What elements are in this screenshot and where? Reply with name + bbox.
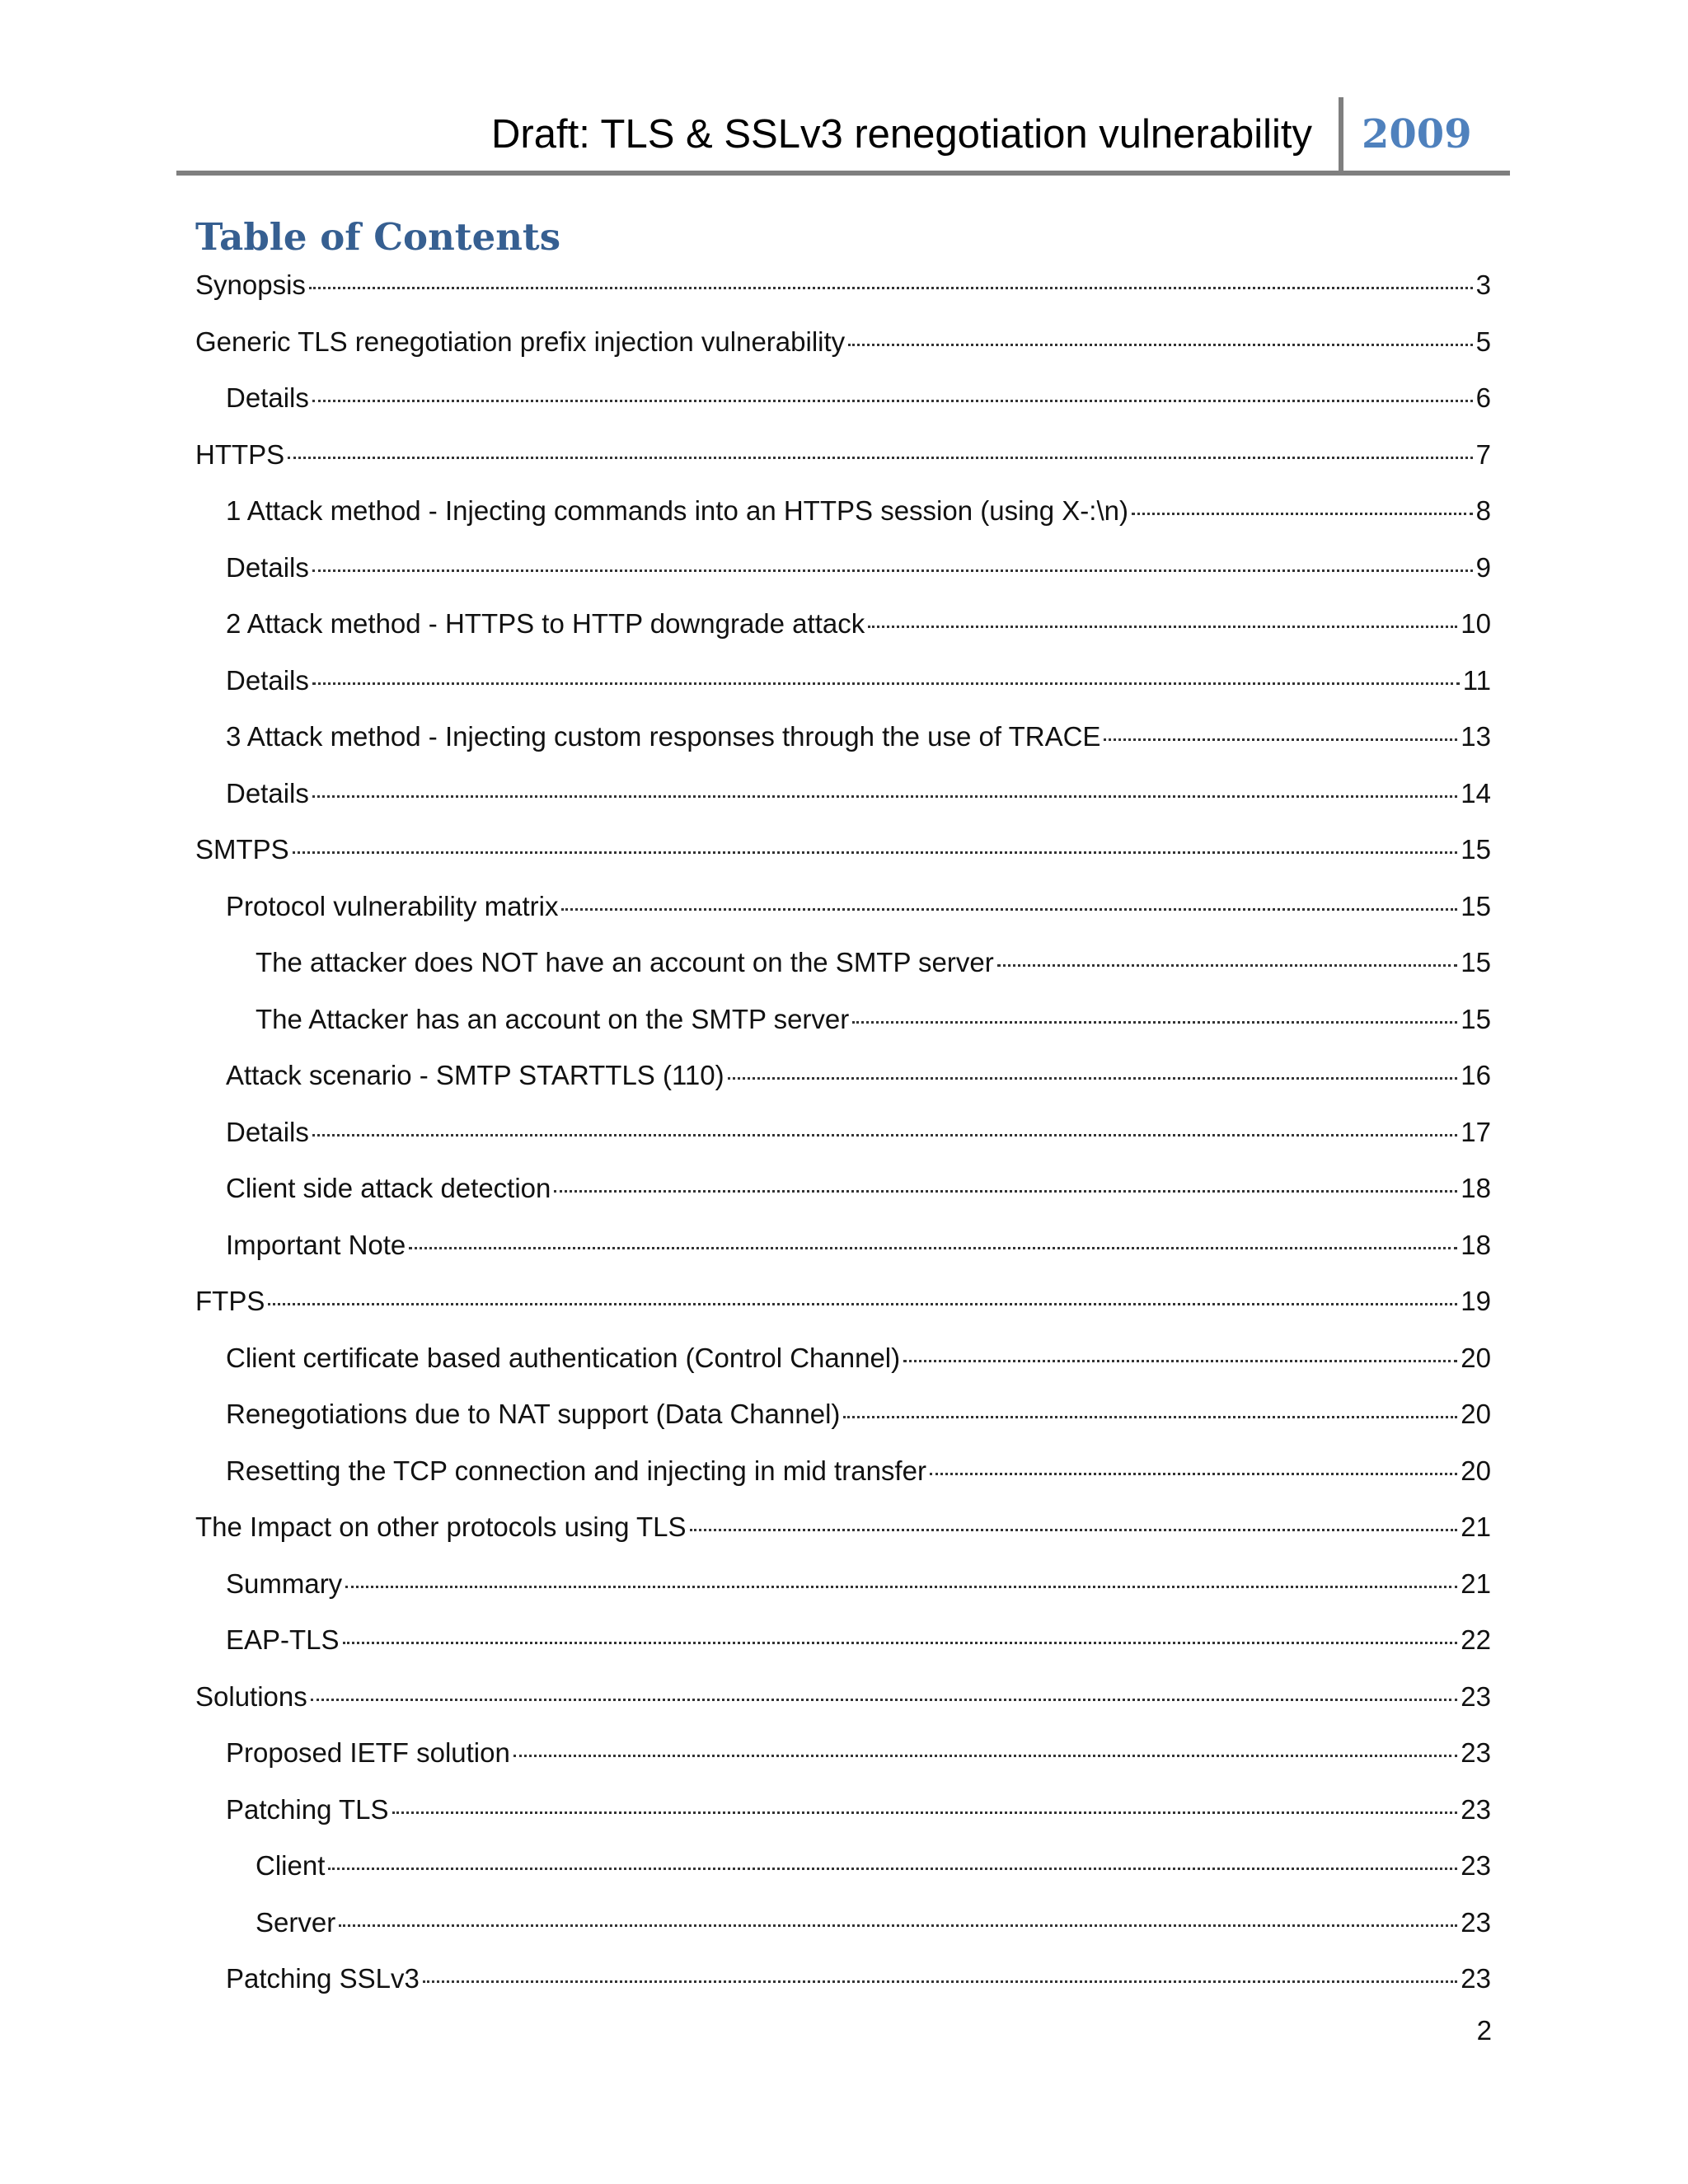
header-title: Draft: TLS & SSLv3 renegotiation vulnerability (491, 112, 1312, 157)
toc-entry-title: Server (256, 1906, 336, 1938)
toc-entry-page: 5 (1475, 326, 1491, 357)
toc-entry[interactable] (195, 1499, 1491, 1556)
toc-entry-page: 16 (1461, 1060, 1491, 1090)
toc-dot-leader (339, 1924, 1457, 1927)
toc-entry-page: 8 (1475, 495, 1491, 526)
toc-dot-leader (268, 1303, 1457, 1305)
toc-entry-title: Patching SSLv3 (226, 1963, 420, 1994)
toc-dot-leader (392, 1811, 1458, 1814)
toc-entry-title: SMTPS (195, 834, 289, 865)
toc-dot-leader (343, 1642, 1458, 1644)
toc-entry-title: Summary (226, 1568, 343, 1599)
toc-entry-title: Important Note (226, 1229, 406, 1260)
toc-entry-page: 15 (1461, 890, 1491, 921)
table-of-contents (195, 257, 1491, 2008)
toc-entry-page: 23 (1461, 1737, 1491, 1768)
toc-entry-title: Proposed IETF solution (226, 1737, 510, 1768)
toc-entry-page: 19 (1461, 1286, 1491, 1316)
toc-entry[interactable] (195, 766, 1491, 823)
toc-entry-title: Renegotiations due to NAT support (Data Channel) (226, 1399, 841, 1429)
toc-entry-page: 20 (1461, 1342, 1491, 1373)
toc-entry-page: 23 (1461, 1680, 1491, 1712)
toc-dot-leader (409, 1247, 1457, 1249)
toc-entry[interactable] (195, 370, 1491, 427)
toc-dot-leader (328, 1868, 1457, 1870)
toc-entry-page: 15 (1461, 1003, 1491, 1034)
toc-entry-page: 18 (1461, 1173, 1491, 1203)
toc-entry-page: 11 (1462, 664, 1491, 696)
toc-dot-leader (293, 851, 1458, 854)
toc-entry[interactable] (195, 1047, 1491, 1104)
toc-entry-page: 20 (1461, 1399, 1491, 1429)
toc-entry[interactable] (195, 1104, 1491, 1161)
page-header (176, 97, 1510, 173)
toc-entry[interactable] (195, 1782, 1491, 1839)
toc-entry[interactable] (195, 1160, 1491, 1217)
toc-entry-title: Solutions (195, 1680, 307, 1712)
toc-dot-leader (312, 682, 1460, 685)
toc-entry[interactable] (195, 935, 1491, 991)
toc-entry-page: 20 (1461, 1455, 1491, 1486)
toc-dot-leader (728, 1077, 1458, 1080)
toc-entry-title: 1 Attack method - Injecting commands into an HTTPS session (using X-:\n) (226, 495, 1128, 526)
header-rule (176, 171, 1510, 176)
toc-entry-page: 15 (1461, 947, 1491, 977)
toc-entry-title: The Attacker has an account on the SMTP server (256, 1003, 850, 1034)
toc-entry-page: 17 (1461, 1116, 1491, 1147)
toc-entry-page: 14 (1461, 777, 1491, 808)
toc-dot-leader (311, 1699, 1458, 1701)
page-number: 2 (1476, 2015, 1492, 2046)
toc-heading: Table of Contents (195, 215, 561, 259)
toc-dot-leader (930, 1473, 1457, 1475)
toc-entry-title: 2 Attack method - HTTPS to HTTP downgrade attack (226, 608, 865, 639)
toc-dot-leader (561, 908, 1457, 911)
toc-entry[interactable] (195, 1669, 1491, 1726)
toc-entry[interactable] (195, 427, 1491, 484)
toc-entry-title: Attack scenario - SMTP STARTTLS (110) (226, 1060, 724, 1090)
toc-entry-page: 6 (1475, 382, 1491, 413)
toc-entry-title: EAP-TLS (226, 1624, 340, 1655)
toc-entry[interactable] (195, 1612, 1491, 1669)
toc-entry[interactable] (195, 991, 1491, 1048)
toc-dot-leader (690, 1529, 1458, 1531)
toc-entry-page: 13 (1461, 721, 1491, 752)
toc-entry-page: 7 (1475, 438, 1491, 470)
toc-entry-title: Synopsis (195, 269, 306, 300)
toc-entry-title: Client side attack detection (226, 1173, 551, 1203)
toc-entry-page: 10 (1461, 608, 1491, 639)
toc-dot-leader (312, 400, 1473, 402)
toc-entry[interactable] (195, 314, 1491, 371)
toc-dot-leader (513, 1755, 1457, 1757)
toc-entry[interactable] (195, 1951, 1491, 2008)
toc-entry-title: The attacker does NOT have an account on the SMTP server (256, 947, 994, 977)
toc-entry-page: 21 (1461, 1511, 1491, 1542)
toc-entry-title: Details (226, 664, 309, 696)
toc-entry-title: Resetting the TCP connection and injecting in mid transfer (226, 1455, 926, 1486)
toc-dot-leader (288, 457, 1472, 459)
toc-entry-page: 18 (1461, 1229, 1491, 1260)
toc-entry-page: 15 (1461, 834, 1491, 865)
toc-dot-leader (312, 1134, 1457, 1137)
toc-entry-page: 23 (1461, 1963, 1491, 1994)
toc-entry[interactable] (195, 653, 1491, 710)
toc-entry-title: The Impact on other protocols using TLS (195, 1511, 687, 1542)
toc-entry-title: Details (226, 1116, 309, 1147)
toc-entry-title: Protocol vulnerability matrix (226, 890, 559, 921)
toc-dot-leader (1104, 738, 1457, 741)
toc-dot-leader (852, 1021, 1457, 1024)
toc-entry-title: Details (226, 382, 309, 413)
toc-dot-leader (423, 1980, 1457, 1983)
toc-entry-page: 22 (1461, 1624, 1491, 1655)
toc-entry[interactable] (195, 1217, 1491, 1274)
toc-entry-title: Patching TLS (226, 1793, 389, 1825)
header-separator (1339, 97, 1343, 173)
toc-entry[interactable] (195, 822, 1491, 879)
toc-entry-page: 3 (1475, 269, 1491, 300)
toc-entry-title: Client (256, 1850, 326, 1881)
toc-dot-leader (309, 287, 1473, 289)
toc-entry-title: Client certificate based authentication (Control Channel) (226, 1342, 901, 1373)
toc-entry-title: 3 Attack method - Injecting custom responses through the use of TRACE (226, 721, 1101, 752)
toc-dot-leader (312, 795, 1457, 798)
toc-dot-leader (312, 569, 1473, 572)
toc-dot-leader (843, 1416, 1457, 1418)
toc-entry-page: 21 (1461, 1568, 1491, 1599)
toc-entry[interactable] (195, 257, 1491, 314)
toc-entry[interactable] (195, 1895, 1491, 1952)
toc-entry[interactable] (195, 483, 1491, 540)
toc-dot-leader (345, 1586, 1457, 1588)
toc-entry[interactable] (195, 596, 1491, 653)
toc-entry[interactable] (195, 1443, 1491, 1500)
toc-entry[interactable] (195, 709, 1491, 766)
toc-dot-leader (554, 1190, 1457, 1193)
toc-entry[interactable] (195, 1556, 1491, 1613)
toc-entry[interactable] (195, 1386, 1491, 1443)
toc-entry-title: Details (226, 777, 309, 808)
toc-entry[interactable] (195, 1838, 1491, 1895)
header-year: 2009 (1362, 111, 1472, 157)
toc-entry-title: Details (226, 551, 309, 583)
toc-entry-title: FTPS (195, 1286, 265, 1316)
toc-entry[interactable] (195, 879, 1491, 935)
toc-entry-page: 23 (1461, 1850, 1491, 1881)
toc-dot-leader (997, 964, 1458, 967)
toc-entry-page: 9 (1475, 551, 1491, 583)
toc-entry[interactable] (195, 1725, 1491, 1782)
toc-dot-leader (903, 1360, 1457, 1362)
toc-entry[interactable] (195, 1273, 1491, 1330)
toc-entry-title: Generic TLS renegotiation prefix injection vulnerability (195, 326, 846, 357)
toc-entry-page: 23 (1461, 1793, 1491, 1825)
toc-entry[interactable] (195, 1330, 1491, 1387)
toc-entry[interactable] (195, 540, 1491, 597)
toc-dot-leader (848, 344, 1472, 346)
toc-entry-title: HTTPS (195, 438, 285, 470)
toc-dot-leader (1132, 513, 1473, 515)
toc-entry-page: 23 (1461, 1906, 1491, 1938)
toc-dot-leader (868, 626, 1457, 628)
